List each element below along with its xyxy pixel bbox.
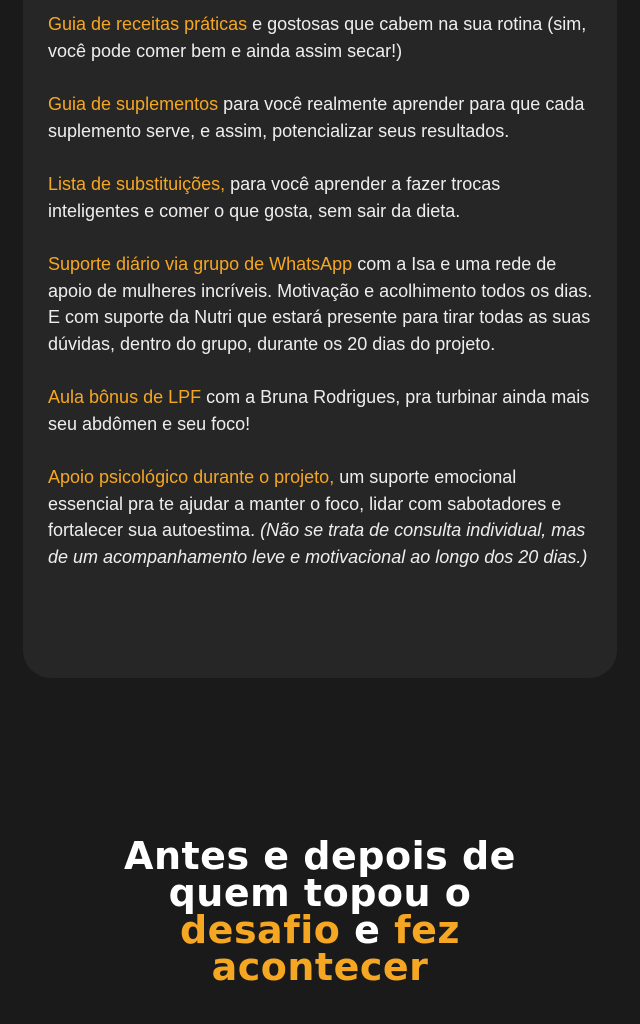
headline-accent-acontecer: acontecer bbox=[211, 945, 429, 989]
benefit-highlight: Aula bônus de LPF bbox=[48, 387, 202, 407]
benefit-bonus-class bbox=[48, 384, 596, 437]
benefit-highlight: Apoio psicológico durante o projeto, bbox=[48, 467, 335, 487]
benefit-highlight: Lista de substituições, bbox=[48, 174, 226, 194]
headline-line-3 bbox=[0, 908, 640, 952]
benefit-description: para você aprender a fazer trocas inteligentes e comer o que gosta, sem sair da dieta. bbox=[48, 174, 501, 221]
benefit-psychological-support bbox=[48, 464, 596, 570]
benefit-whatsapp-support bbox=[48, 251, 596, 357]
headline-connector: e bbox=[340, 908, 395, 952]
benefit-description: um suporte emocional essencial pra te ajudar a manter o foco, lidar com sabotadores e fortalecer sua autoestima. bbox=[48, 467, 562, 540]
section-headline bbox=[0, 834, 640, 989]
benefit-description: com a Bruna Rodrigues, pra turbinar ainda mais seu abdômen e seu foco! bbox=[48, 387, 590, 434]
headline-line-1: Antes e depois de bbox=[124, 834, 516, 878]
benefit-highlight: Guia de receitas práticas bbox=[48, 14, 248, 34]
headline-line-2: quem topou o bbox=[168, 871, 472, 915]
benefits-list bbox=[48, 11, 596, 570]
benefit-supplements-guide bbox=[48, 91, 596, 144]
benefit-substitutions-list bbox=[48, 171, 596, 224]
headline-accent-fez: fez bbox=[394, 908, 461, 952]
benefit-description: e gostosas que cabem na sua rotina (sim, você pode comer bem e ainda assim secar!) bbox=[48, 14, 587, 61]
benefit-description: para você realmente aprender para que cada suplemento serve, e assim, potencializar seus resultados. bbox=[48, 94, 585, 141]
benefit-note: (Não se trata de consulta individual, mas de um acompanhamento leve e motivacional ao longo dos 20 dias.) bbox=[48, 520, 588, 567]
benefit-highlight: Guia de suplementos bbox=[48, 94, 219, 114]
benefit-recipes-guide bbox=[48, 11, 596, 64]
benefit-description: com a Isa e uma rede de apoio de mulheres incríveis. Motivação e acolhimento todos os dias. E com suporte da Nutri que estará presente para tirar todas as suas dúvidas, dentro do grupo, durante os 20 dias do projeto. bbox=[48, 254, 593, 354]
headline-accent-desafio: desafio bbox=[179, 908, 341, 952]
benefit-highlight: Suporte diário via grupo de WhatsApp bbox=[48, 254, 353, 274]
